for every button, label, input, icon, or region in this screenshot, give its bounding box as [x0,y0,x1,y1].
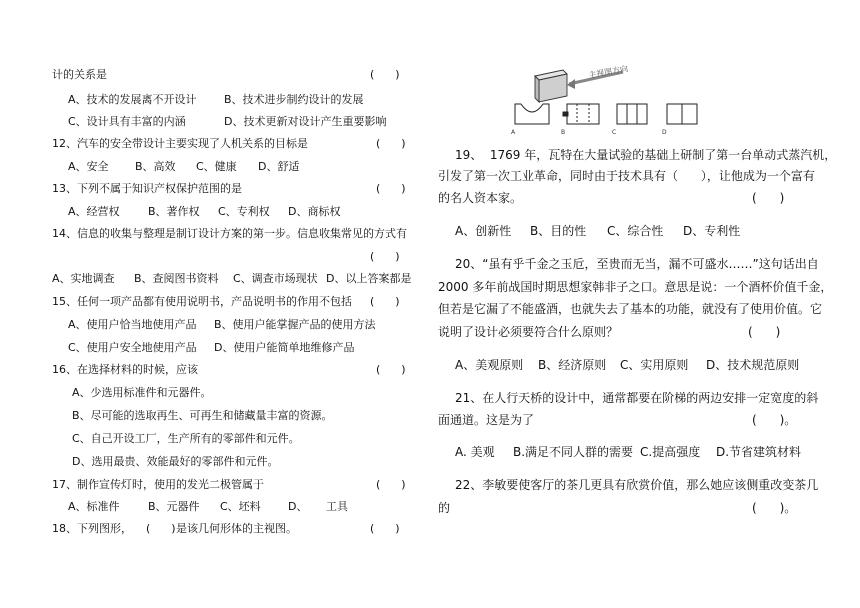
q16-option-d: D、选用最贵、效能最好的零部件和元件。 [72,455,279,468]
q17-option-d-text: 工具 [326,500,348,513]
q13-option-b: B、著作权 [148,205,200,218]
q13-option-d: D、商标权 [288,205,341,218]
q20-option-a: A、美观原则 [455,358,524,372]
q20-option-c: C、实用原则 [620,358,689,372]
q11-option-d: D、技术更新对设计产生重要影响 [224,115,387,128]
q18-bracket: ( ) [370,522,400,535]
q15-stem: 15、任何一项产品都有使用说明书，产品说明书的作用不包括 [52,295,352,308]
q15-option-a: A、使用户恰当地使用产品 [68,318,197,331]
q12-option-d: D、舒适 [258,160,300,173]
q19-line-3: 的名人资本家。 [438,191,523,205]
q14-option-b: B、查阅图书资料 [134,272,219,285]
q19-line-1: 19、 1769 年，瓦特在大量试验的基础上研制了第一台单动式蒸汽机， [455,148,837,162]
q16-option-b: B、尽可能的选取再生、可再生和储藏量丰富的资源。 [72,409,333,422]
q14-option-d: D、以上答案都是 [326,272,412,285]
q13-bracket: ( ) [376,182,406,195]
q17-option-a: A、标准件 [68,500,120,513]
q17-option-c: C、坯料 [220,500,261,513]
q22-line-1: 22、李敏要使客厅的茶几更具有欣赏价值，那么她应该侧重改变茶几 [455,478,819,492]
q21-option-b: B.满足不同人群的需要 [513,445,634,459]
q14-stem: 14、信息的收集与整理是制订设计方案的第一步。信息收集常见的方式有 [52,227,407,240]
q19-option-b: B、目的性 [530,224,587,238]
q11-option-a: A、技术的发展离不开设计 [68,93,197,106]
q11-option-c: C、设计具有丰富的内涵 [68,115,186,128]
q15-option-c: C、使用户安全地使用产品 [68,341,197,354]
q11-stem: 计的关系是 [52,68,107,81]
q20-bracket: ( ) [748,325,781,339]
q13-option-c: C、专利权 [218,205,270,218]
q22-line-2: 的 [438,501,451,515]
view-c [617,104,647,124]
q21-option-d: D.节省建筑材料 [716,445,802,459]
q19-option-a: A、创新性 [455,224,512,238]
q12-option-b: B、高效 [135,160,176,173]
q15-option-b: B、使用户能掌握产品的使用方法 [214,318,376,331]
q21-bracket: ( )。 [752,413,797,427]
q15-option-d: D、使用户能简单地维修产品 [214,341,355,354]
q20-line-3: 但若是它漏了不能盛酒，也就失去了基本的功能，就没有了使用价值。它 [438,302,823,316]
q19-line-2: 引发了第一次工业革命，同时由于技术具有（ ），让他成为一个富有 [438,169,815,183]
q16-bracket: ( ) [376,363,406,376]
q14-bracket: ( ) [370,250,400,263]
q20-option-b: B、经济原则 [538,358,607,372]
q17-bracket: ( ) [376,478,406,491]
q16-stem: 16、在选择材料的时候，应该 [52,363,198,376]
q11-option-b: B、技术进步制约设计的发展 [224,93,364,106]
q18-stem-2: 是该几何形体的主视图。 [176,522,297,535]
view-direction-label: 主视图方向 [587,64,629,80]
view-b [563,104,599,124]
view-direction-arrow [567,63,629,89]
geometry-figure [505,62,725,140]
q16-option-c: C、自己开设工厂，生产所有的零部件和元件。 [72,432,300,445]
q16-option-a: A、少选用标准件和元器件。 [72,386,212,399]
view-a [515,104,549,124]
q17-option-b: B、元器件 [148,500,200,513]
q15-bracket: ( ) [370,295,400,308]
q11-bracket: ( ) [370,68,400,81]
q17-option-d: D、 [288,500,308,513]
q12-stem: 12、汽车的安全带设计主要实现了人机关系的目标是 [52,137,308,150]
q19-option-c: C、综合性 [607,224,664,238]
solid-3d [535,70,567,102]
q13-stem: 13、下列不属于知识产权保护范围的是 [52,182,242,195]
q20-option-d: D、技术规范原则 [706,358,800,372]
view-label-d: D [662,129,667,136]
view-label-c: C [612,129,617,136]
q21-option-a: A. 美观 [455,445,495,459]
view-label-a: A [511,129,516,136]
q14-option-a: A、实地调查 [52,272,115,285]
q20-line-1: 20、“虽有乎千金之玉卮，至贵而无当，漏不可盛水……”这句话出自 [455,257,819,271]
q13-option-a: A、经营权 [68,205,120,218]
q22-bracket: ( )。 [752,501,797,515]
q20-line-2: 2000 多年前战国时期思想家韩非子之口。意思是说：一个酒杯价值千金， [438,280,833,294]
q19-bracket: ( ) [752,191,785,205]
view-d [667,104,697,124]
q21-line-1: 21、在人行天桥的设计中，通常都要在阶梯的两边安排一定宽度的斜 [455,391,819,405]
q18-stem: 18、下列图形， [52,522,132,535]
q12-option-c: C、健康 [196,160,237,173]
view-label-b: B [561,129,566,136]
q12-option-a: A、安全 [68,160,109,173]
q12-bracket: ( ) [376,137,406,150]
q20-line-4: 说明了设计必须要符合什么原则？ [438,325,619,339]
q21-option-c: C.提高强度 [640,445,701,459]
q19-option-d: D、专利性 [683,224,741,238]
q18-blank: ( ) [146,522,176,535]
q17-stem: 17、制作宣传灯时，使用的发光二极管属于 [52,478,264,491]
q14-option-c: C、调查市场现状 [233,272,318,285]
q21-line-2: 面通道。这是为了 [438,413,535,427]
